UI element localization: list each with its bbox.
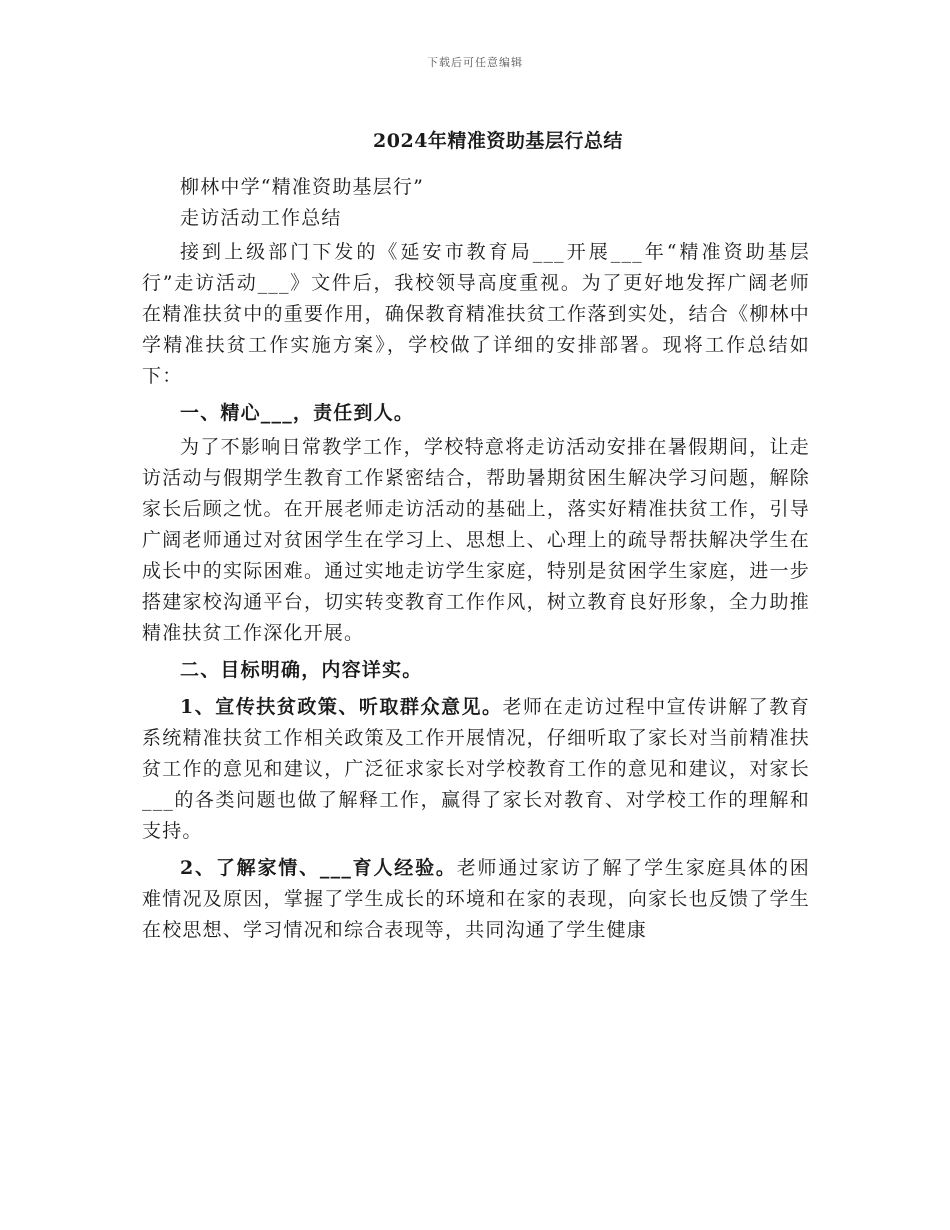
document-title: 2024年精准资助基层行总结 xyxy=(373,130,623,152)
item-1-body: 老师在走访过程中宣传讲解了教育系统精准扶贫工作相关政策及工作开展情况，仔细听取了家长对当前精准扶贫工作的意见和建议，广泛征求家长对学校教育工作的意见和建议，对家长___的各类问题也做了解释工作，赢得了家长对教育、对学校工作的理解和支持。 xyxy=(142,696,810,842)
item-2-paragraph xyxy=(142,853,810,946)
section-1-paragraph: 为了不影响日常教学工作，学校特意将走访活动安排在暑假期间，让走访活动与假期学生教育工作紧密结合，帮助暑期贫困生解决学习问题，解除家长后顾之忧。在开展老师走访活动的基础上，落实好精准扶贫工作，引导广阔老师通过对贫困学生在学习上、思想上、心理上的疏导帮扶解决学生在成长中的实际困难。通过实地走访学生家庭，特别是贫困学生家庭，进一步搭建家校沟通平台，切实转变教育工作作风，树立教育良好形象，全力助推精准扶贫工作深化开展。 xyxy=(142,436,810,644)
section-1-heading: 一、精心___，责任到人。 xyxy=(180,402,415,424)
item-2-body: 老师通过家访了解了学生家庭具体的困难情况及原因，掌握了学生成长的环境和在家的表现，向家长也反馈了学生在校思想、学习情况和综合表现等，共同沟通了学生健康 xyxy=(142,857,810,941)
document-body xyxy=(142,172,810,949)
item-2-lead: 2、了解家情、___育人经验。 xyxy=(180,857,457,879)
item-1-paragraph xyxy=(142,692,810,847)
subtitle-line-1: 柳林中学“精准资助基层行” xyxy=(180,176,425,198)
intro-paragraph: 接到上级部门下发的《延安市教育局___开展___年“精准资助基层行”走访活动___》文件后，我校领导高度重视。为了更好地发挥广阔老师在精准扶贫中的重要作用，确保教育精准扶贫工作落到实处，结合《柳林中学精准扶贫工作实施方案》，学校做了详细的安排部署。现将工作总结如下： xyxy=(142,241,810,387)
item-1-lead: 1、宣传扶贫政策、听取群众意见。 xyxy=(180,696,503,718)
page-header-note: 下载后可任意编辑 xyxy=(427,56,523,69)
subtitle-line-2: 走访活动工作总结 xyxy=(180,207,342,229)
section-2-heading: 二、目标明确，内容详实。 xyxy=(180,659,423,681)
